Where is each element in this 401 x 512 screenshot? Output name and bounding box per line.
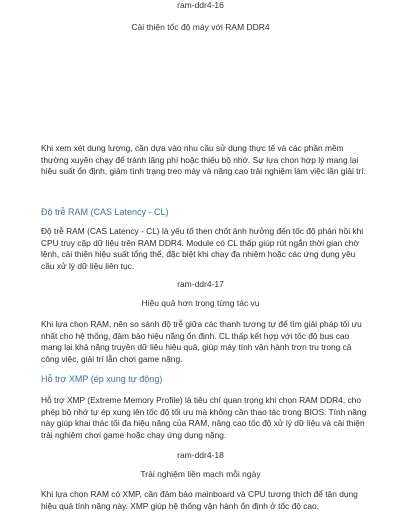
intro-paragraph: Khi xem xét dung lượng, cần dựa vào nhu cầu sử dụng thực tế và các phần mềm thường xuyên chạy để tránh lãng phí hoặc thiếu bộ nhớ. Sự lựa chọn hợp lý mang lại hiệu suất ổn định, giảm tình trạng treo máy và nâng cao trải nghiệm làm việc lần giải trí. [41, 143, 366, 177]
section-heading-xmp: Hỗ trợ XMP (ép xung tự động) [41, 374, 163, 384]
xmp-paragraph: Hỗ trợ XMP (Extreme Memory Profile) là tiêu chí quan trọng khi chọn RAM DDR4, cho phép bộ nhớ tự ép xung lên tốc độ tối ưu mà không cần thao tác trong BIOS. Tính năng này giúp khai thác tối đa hiệu năng của RAM, nâng cao tốc độ xử lý dữ liệu và cải thiện trải nghiệm chơi game hoặc chạy ứng dụng nặng. [41, 395, 367, 441]
image-caption: Hiệu quả hơn trong từng tác vụ [141, 298, 260, 308]
compare-paragraph: Khi lựa chọn RAM, nên so sánh độ trễ giữa các thanh tương tự để tìm giải pháp tối ưu nhất cho hệ thống, đảm bảo hiệu năng ổn định. CL thấp kết hợp với tốc độ bus cao mang lại khả năng truyền dữ liệu hiệu quả, giúp máy tính vận hành trơn tru trong cả công việc, giải trí lẫn chơi game nặng. [41, 319, 362, 365]
image-label: ram-ddr4-16 [177, 0, 224, 10]
section-heading-cas-latency: Độ trễ RAM (CAS Latency - CL) [41, 207, 169, 217]
image-label: ram-ddr4-17 [177, 279, 224, 289]
image-caption: Cải thiện tốc độ máy với RAM DDR4 [131, 22, 270, 32]
final-paragraph: Khi lựa chọn RAM có XMP, cần đảm bảo mainboard và CPU tương thích để tận dụng hiệu quả tính năng này. XMP giúp hệ thống vận hành ổn định ở tốc độ cao, [41, 489, 358, 511]
cas-latency-paragraph: Độ trễ RAM (CAS Latency - CL) là yếu tố then chốt ảnh hưởng đến tốc độ phản hồi khi CPU truy cập dữ liệu trên RAM DDR4. Module có CL thấp giúp rút ngắn thời gian chờ lệnh, cải thiện hiệu suất tổng thể, đặc biệt khi chạy đa nhiệm hoặc các ứng dụng yêu cầu xử lý dữ liệu liên tục. [41, 226, 364, 272]
image-label: ram-ddr4-18 [177, 450, 224, 460]
image-caption: Trải nghiệm liền mạch mỗi ngày [140, 469, 261, 479]
